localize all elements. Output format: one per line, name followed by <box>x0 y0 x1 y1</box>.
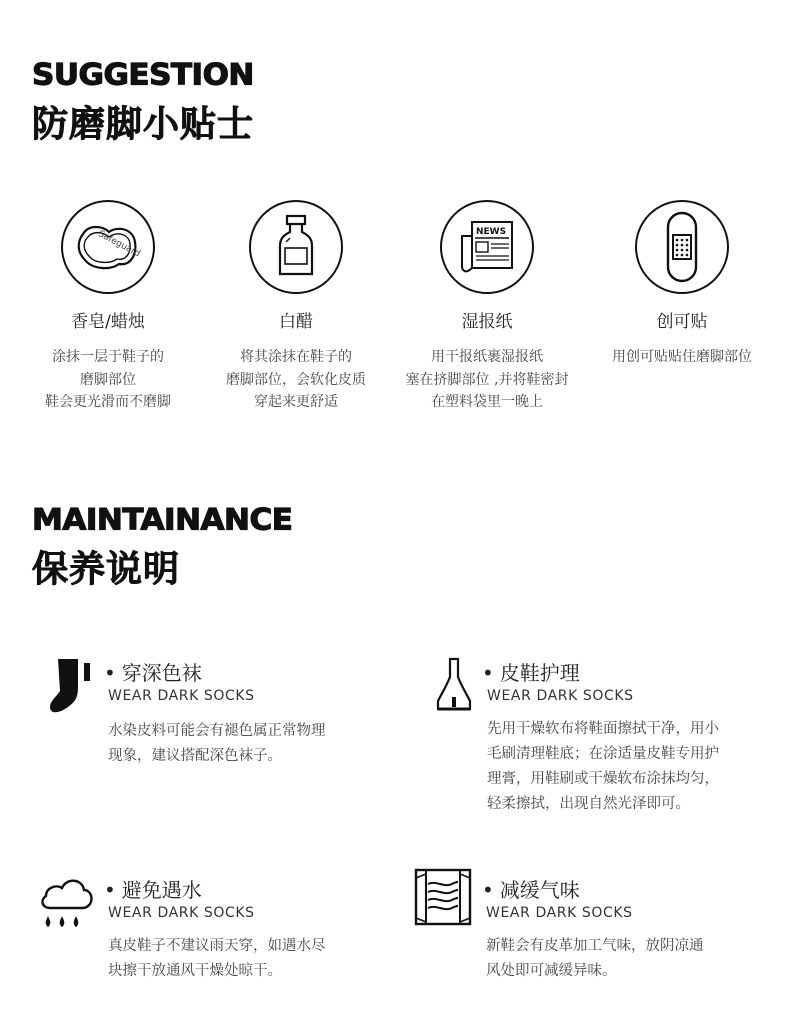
care-subtitle: WEAR DARK SOCKS <box>486 905 633 921</box>
care-title: 避免遇水 <box>121 878 202 902</box>
bullet-dot: • <box>104 878 116 902</box>
care-title: 减缓气味 <box>499 878 580 902</box>
tip-title: 湿报纸 <box>461 312 513 332</box>
tip-vinegar <box>198 200 394 414</box>
care-item-reduce-odor <box>414 868 774 988</box>
suggestion-heading-cn: 防磨脚小贴士 <box>32 104 255 145</box>
vinegar-bottle-icon <box>249 200 343 294</box>
care-subtitle: WEAR DARK SOCKS <box>108 905 255 921</box>
window-air-icon <box>414 868 472 926</box>
tip-bandage <box>584 200 780 369</box>
bullet-dot: • <box>482 878 494 902</box>
maintenance-heading-en: MAINTAINANCE <box>32 503 293 538</box>
tip-description: 用创可贴贴住磨脚部位 <box>612 349 752 365</box>
tip-title: 创可贴 <box>656 312 708 332</box>
care-item-shoe-care <box>432 655 772 825</box>
care-description: 水染皮料可能会有褪色属正常物理 现象，建议搭配深色袜子。 <box>108 723 326 764</box>
shoe-brush-icon <box>432 655 476 717</box>
newspaper-icon <box>440 200 534 294</box>
tip-title: 白醋 <box>279 312 313 332</box>
care-item-socks <box>46 655 376 775</box>
maintenance-heading-cn: 保养说明 <box>32 549 181 590</box>
care-title: 皮鞋护理 <box>499 661 580 685</box>
tip-description: 用干报纸裹湿报纸 塞在挤脚部位 ,并将鞋密封 在塑料袋里一晚上 <box>405 349 569 410</box>
tip-soap <box>10 200 206 414</box>
tip-description: 涂抹一层于鞋子的 磨脚部位 鞋会更光滑而不磨脚 <box>45 349 171 410</box>
care-subtitle: WEAR DARK SOCKS <box>487 688 634 704</box>
care-subtitle: WEAR DARK SOCKS <box>108 688 255 704</box>
care-description: 先用干燥软布将鞋面擦拭干净，用小 毛刷清理鞋底；在涂适量皮鞋专用护 理膏，用鞋刷或干燥软布涂抹均匀， 轻柔擦拭，出现自然光泽即可。 <box>487 721 719 812</box>
bullet-dot: • <box>482 661 494 685</box>
care-item-avoid-water <box>36 872 376 992</box>
care-description: 真皮鞋子不建议雨天穿，如遇水尽 块擦干放通风干燥处晾干。 <box>108 938 326 979</box>
bandage-icon <box>635 200 729 294</box>
tip-newspaper <box>389 200 585 414</box>
news-text: NEWS <box>476 227 507 237</box>
soap-brand-text: Safeguard <box>96 229 142 260</box>
tip-title: 香皂/蜡烛 <box>71 312 145 332</box>
tip-description: 将其涂抹在鞋子的 磨脚部位，会软化皮质 穿起来更舒适 <box>226 349 366 410</box>
care-description: 新鞋会有皮革加工气味，放阴凉通 风处即可减缓异味。 <box>486 938 704 979</box>
rain-cloud-icon <box>36 874 96 932</box>
soap-icon <box>61 200 155 294</box>
bullet-dot: • <box>104 661 116 685</box>
sock-icon <box>46 657 100 715</box>
suggestion-heading-en: SUGGESTION <box>32 58 254 93</box>
care-title: 穿深色袜 <box>121 661 202 685</box>
